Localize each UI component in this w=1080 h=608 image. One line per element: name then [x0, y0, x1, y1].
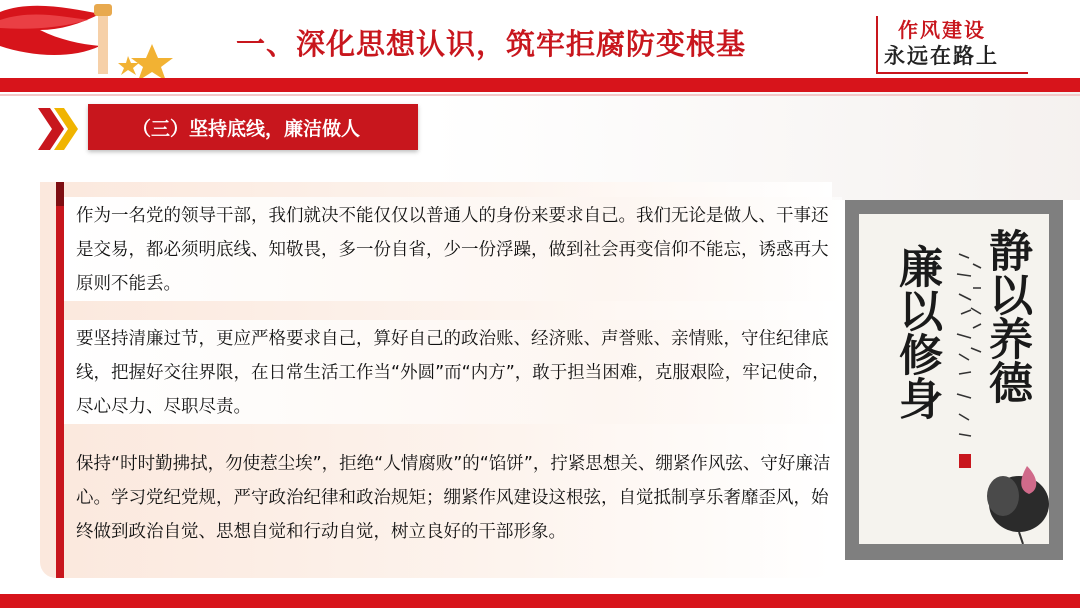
paragraph-box-1 [64, 197, 842, 301]
page-title: 一、深化思想认识，筑牢拒腐防变根基 [236, 27, 747, 61]
inscription-icon [951, 244, 985, 474]
header-divider [0, 78, 1080, 92]
paragraph-box-3 [64, 443, 842, 575]
calligraphy-text-right: 静以养德 [981, 228, 1032, 404]
calligraphy-painting [845, 200, 1063, 560]
lotus-icon [969, 444, 1051, 544]
paragraph-3: 保持“时时勤拂拭，勿使惹尘埃”，拒绝“人情腐败”的“馅饼”，拧紧思想关、绷紧作风弦、守好廉洁心。学习党纪党规，严守政治纪律和政治规矩；绷紧作风建设这根弦，自觉抵制享乐奢靡歪风，始终做到政治自觉、思想自觉和行动自觉，树立良好的干部形象。 [76, 454, 831, 542]
header-divider-thin [0, 94, 1080, 96]
section-subtitle-bar [88, 104, 418, 150]
chevron-right-icon [36, 106, 80, 152]
paragraph-box-2 [64, 320, 842, 424]
paragraph-2: 要坚持清廉过节，更应严格要求自己，算好自己的政治账、经济账、声誉账、亲情账，守住纪律底线，把握好交往界限，在日常生活工作当“外圆”而“内方”，敢于担当困难，克服艰险，牢记使命，尽心尽力、尽职尽责。 [76, 329, 830, 417]
slogan-bottom-text: 永远在路上 [884, 44, 999, 68]
calligraphy-text-left: 廉以修身 [891, 244, 942, 420]
slogan-top-text: 作风建设 [898, 18, 986, 42]
paragraph-1: 作为一名党的领导干部，我们就决不能仅仅以普通人的身份来要求自己。我们无论是做人、干事还是交易，都必须明底线、知敬畏，多一份自省，少一份浮躁，做到社会再变信仰不能忘，诱惑再大原则不能丢。 [76, 206, 829, 294]
calligraphy-paper [859, 214, 1049, 544]
content-accent-bar [56, 182, 64, 578]
slide-header [0, 0, 1080, 80]
slogan-logo [876, 16, 1028, 74]
footer-bar [0, 594, 1080, 608]
section-subtitle: （三）坚持底线，廉洁做人 [132, 118, 361, 140]
content-accent-cap [56, 182, 64, 206]
red-flag-icon [0, 0, 220, 80]
